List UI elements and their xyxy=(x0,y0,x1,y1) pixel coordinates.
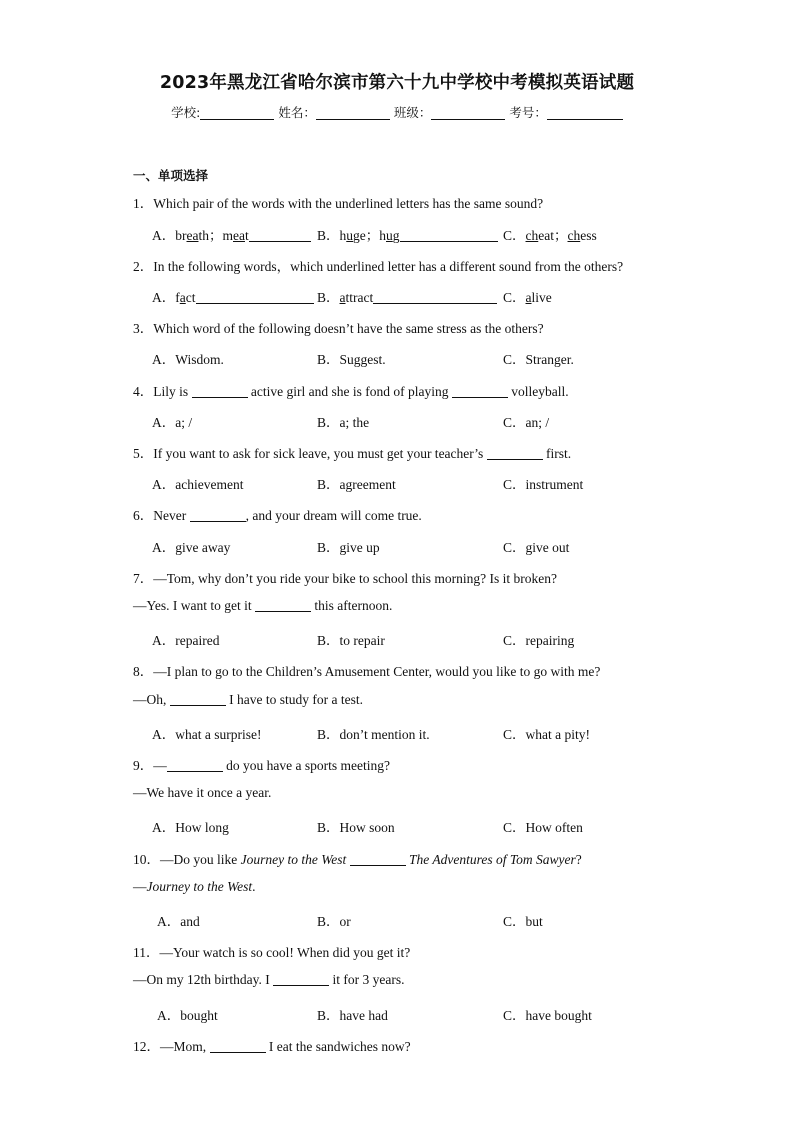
option-text: ge；h xyxy=(353,228,387,243)
option-b[interactable] xyxy=(317,348,386,368)
name-blank[interactable] xyxy=(316,106,390,120)
option-c[interactable] xyxy=(503,348,574,368)
name-label: 姓名： xyxy=(278,105,316,120)
option-a[interactable] xyxy=(152,473,243,493)
school-label: 学校: xyxy=(171,105,201,120)
option-label: B． xyxy=(317,477,340,492)
question-9-reply: —We have it once a year. xyxy=(133,785,272,800)
option-fill-line xyxy=(373,291,497,304)
question-text: — xyxy=(153,758,167,773)
option-b[interactable] xyxy=(317,816,395,836)
option-text: instrument xyxy=(525,477,584,492)
question-text: Lily is xyxy=(153,384,189,399)
question-number: 9． xyxy=(133,758,154,773)
reply-text: . xyxy=(252,879,256,894)
class-blank[interactable] xyxy=(431,106,505,120)
option-text: eat； xyxy=(538,228,568,243)
option-a[interactable] xyxy=(157,1004,218,1024)
option-label: B． xyxy=(317,290,340,305)
question-text: , and your dream will come true. xyxy=(245,508,422,523)
answer-blank[interactable] xyxy=(255,599,311,612)
option-text: live xyxy=(531,290,552,305)
question-text: Which pair of the words with the underlined letters has the same sound? xyxy=(153,196,544,211)
question-number: 11． xyxy=(133,945,160,960)
option-a[interactable] xyxy=(157,910,200,930)
question-11 xyxy=(133,941,410,961)
question-number: 8． xyxy=(133,664,154,679)
answer-blank[interactable] xyxy=(190,509,246,522)
answer-blank[interactable] xyxy=(167,759,223,772)
reply-text: —On my 12th birthday. I xyxy=(133,972,270,987)
question-number: 2． xyxy=(133,259,154,274)
question-5 xyxy=(133,442,571,462)
book-title: Journey to the West xyxy=(240,852,347,867)
option-b[interactable] xyxy=(317,224,498,244)
option-c[interactable] xyxy=(503,723,590,743)
reply-text: I have to study for a test. xyxy=(229,692,363,707)
question-text: volleyball. xyxy=(511,384,569,399)
option-label: C． xyxy=(503,820,526,835)
answer-blank[interactable] xyxy=(192,385,248,398)
question-4 xyxy=(133,380,569,400)
option-label: A． xyxy=(152,415,176,430)
answer-blank[interactable] xyxy=(487,447,543,460)
option-label: A． xyxy=(152,228,176,243)
option-label: C． xyxy=(503,228,526,243)
option-text: t xyxy=(244,228,249,243)
option-label: B． xyxy=(317,820,340,835)
question-number: 12． xyxy=(133,1039,160,1054)
question-number: 4． xyxy=(133,384,154,399)
book-title: Journey to the West xyxy=(146,879,253,894)
option-b[interactable] xyxy=(317,411,369,431)
section-title: 一、单项选择 xyxy=(133,168,209,183)
option-text: ct xyxy=(185,290,196,305)
question-number: 10． xyxy=(133,852,160,867)
option-a[interactable] xyxy=(152,411,192,431)
option-text: what a pity! xyxy=(525,727,590,742)
option-text: repaired xyxy=(175,633,220,648)
option-b[interactable] xyxy=(317,723,430,743)
question-text: —Mom, xyxy=(160,1039,207,1054)
option-label: B． xyxy=(317,914,340,929)
option-label: A． xyxy=(152,727,176,742)
option-a[interactable] xyxy=(152,286,314,306)
question-text: —I plan to go to the Children’s Amusement Center, would you like to go with me? xyxy=(153,664,601,679)
underlined-letters: u xyxy=(346,228,354,243)
option-text: have bought xyxy=(525,1008,592,1023)
option-text: How soon xyxy=(339,820,395,835)
option-text: th；m xyxy=(198,228,233,243)
question-10-reply xyxy=(133,879,255,895)
option-label: C． xyxy=(503,352,526,367)
question-8 xyxy=(133,660,600,680)
option-b[interactable] xyxy=(317,536,380,556)
option-b[interactable] xyxy=(317,473,396,493)
student-info-line xyxy=(0,103,794,121)
question-9 xyxy=(133,754,390,774)
answer-blank[interactable] xyxy=(170,693,226,706)
option-label: B． xyxy=(317,727,340,742)
option-label: A． xyxy=(157,914,181,929)
question-text: I eat the sandwiches now? xyxy=(268,1039,411,1054)
option-c[interactable] xyxy=(503,910,543,930)
exam-number-blank[interactable] xyxy=(547,106,623,120)
option-text: give out xyxy=(525,540,570,555)
exam-number-label: 考号： xyxy=(509,105,547,120)
option-label: C． xyxy=(503,727,526,742)
option-text: to repair xyxy=(339,633,385,648)
option-label: C． xyxy=(503,914,526,929)
option-c[interactable] xyxy=(503,629,574,649)
question-6 xyxy=(133,504,422,524)
question-3 xyxy=(133,317,544,337)
option-b[interactable] xyxy=(317,286,497,306)
option-a[interactable] xyxy=(152,224,311,244)
question-text: —Do you like xyxy=(160,852,238,867)
question-text: —Tom, why don’t you ride your bike to school this morning? Is it broken? xyxy=(153,571,558,586)
class-label: 班级： xyxy=(393,105,432,120)
answer-blank[interactable] xyxy=(210,1040,266,1053)
option-text: Wisdom. xyxy=(175,352,224,367)
option-label: C． xyxy=(503,477,526,492)
underlined-letters: a xyxy=(525,290,532,305)
question-text: If you want to ask for sick leave, you must get your teacher’s xyxy=(153,446,484,461)
question-number: 3． xyxy=(133,321,154,336)
option-label: B． xyxy=(317,352,340,367)
option-a[interactable] xyxy=(152,348,224,368)
question-number: 6． xyxy=(133,508,154,523)
option-label: C． xyxy=(503,633,526,648)
question-8-reply xyxy=(133,692,363,708)
option-text: give up xyxy=(339,540,380,555)
option-a[interactable] xyxy=(152,536,230,556)
reply-text: —Oh, xyxy=(133,692,167,707)
option-fill-line xyxy=(196,291,314,304)
option-text: don’t mention it. xyxy=(339,727,430,742)
option-c[interactable] xyxy=(503,286,552,306)
reply-text: it for 3 years. xyxy=(332,972,405,987)
option-text: a; the xyxy=(339,415,370,430)
question-7-reply xyxy=(133,598,392,614)
option-text: and xyxy=(180,914,200,929)
option-a[interactable] xyxy=(152,723,261,743)
option-c[interactable] xyxy=(503,816,583,836)
reply-dash: — xyxy=(133,879,147,894)
question-10 xyxy=(133,848,582,868)
option-label: A． xyxy=(152,477,176,492)
option-a[interactable] xyxy=(152,816,229,836)
option-text: or xyxy=(339,914,351,929)
option-label: A． xyxy=(152,633,176,648)
option-label: C． xyxy=(503,1008,526,1023)
book-title: The Adventures of Tom Sawyer xyxy=(408,852,576,867)
option-text: How often xyxy=(525,820,583,835)
answer-blank[interactable] xyxy=(273,973,329,986)
underlined-letters: u xyxy=(386,228,393,243)
option-text: f xyxy=(175,290,180,305)
option-label: B． xyxy=(317,540,340,555)
option-text: have had xyxy=(339,1008,388,1023)
option-label: C． xyxy=(503,290,526,305)
question-1 xyxy=(133,192,543,212)
reply-text: this afternoon. xyxy=(314,598,393,613)
option-label: A． xyxy=(152,352,176,367)
option-text: Stranger. xyxy=(525,352,574,367)
school-blank[interactable] xyxy=(200,106,274,120)
option-text: but xyxy=(525,914,543,929)
option-label: C． xyxy=(503,415,526,430)
option-b[interactable] xyxy=(317,1004,388,1024)
question-12 xyxy=(133,1035,411,1055)
option-text: an; / xyxy=(525,415,550,430)
option-text: h xyxy=(339,228,347,243)
answer-blank[interactable] xyxy=(452,385,508,398)
question-text: —Your watch is so cool! When did you get it? xyxy=(159,945,411,960)
question-text: active girl and she is fond of playing xyxy=(250,384,449,399)
option-text: a; / xyxy=(175,415,193,430)
option-label: B． xyxy=(317,1008,340,1023)
option-text: what a surprise! xyxy=(175,727,262,742)
option-fill-line xyxy=(400,229,498,242)
question-7 xyxy=(133,567,557,587)
underlined-letters: ch xyxy=(525,228,539,243)
option-text: repairing xyxy=(525,633,575,648)
option-text: bought xyxy=(180,1008,218,1023)
option-text: agreement xyxy=(339,477,396,492)
option-c[interactable] xyxy=(503,411,549,431)
option-label: B． xyxy=(317,228,340,243)
question-text: do you have a sports meeting? xyxy=(226,758,390,773)
option-b[interactable] xyxy=(317,910,351,930)
option-text: Suggest. xyxy=(339,352,386,367)
option-label: A． xyxy=(152,540,176,555)
option-text: give away xyxy=(175,540,231,555)
question-text: first. xyxy=(546,446,572,461)
option-text: g xyxy=(392,228,400,243)
question-text: Which word of the following doesn’t have the same stress as the others? xyxy=(153,321,544,336)
option-label: A． xyxy=(157,1008,181,1023)
option-label: C． xyxy=(503,540,526,555)
underlined-letters: ch xyxy=(567,228,581,243)
question-text: ? xyxy=(575,852,582,867)
question-number: 1． xyxy=(133,196,154,211)
option-text: ttract xyxy=(345,290,374,305)
underlined-letters: ea xyxy=(186,228,199,243)
option-label: B． xyxy=(317,633,340,648)
option-c[interactable] xyxy=(503,1004,592,1024)
question-number: 5． xyxy=(133,446,154,461)
question-text: Never xyxy=(153,508,187,523)
option-label: B． xyxy=(317,415,340,430)
option-c[interactable] xyxy=(503,224,597,244)
option-b[interactable] xyxy=(317,629,385,649)
option-text: ess xyxy=(580,228,597,243)
underlined-letters: a xyxy=(339,290,346,305)
answer-blank[interactable] xyxy=(350,853,406,866)
reply-text: —Yes. I want to get it xyxy=(133,598,252,613)
option-text: br xyxy=(175,228,187,243)
option-c[interactable] xyxy=(503,536,569,556)
option-fill-line xyxy=(249,229,311,242)
underlined-letters: a xyxy=(179,290,186,305)
option-a[interactable] xyxy=(152,629,219,649)
question-number: 7． xyxy=(133,571,154,586)
option-c[interactable] xyxy=(503,473,583,493)
option-text: How long xyxy=(175,820,229,835)
exam-title: 2023年黑龙江省哈尔滨市第六十九中学校中考模拟英语试题 xyxy=(159,73,635,93)
question-2 xyxy=(133,255,623,275)
option-label: A． xyxy=(152,820,176,835)
question-11-reply xyxy=(133,972,404,988)
question-text: In the following words，which underlined letter has a different sound from the others? xyxy=(153,259,624,274)
option-text: achievement xyxy=(175,477,244,492)
underlined-letters: ea xyxy=(233,228,245,243)
option-label: A． xyxy=(152,290,176,305)
